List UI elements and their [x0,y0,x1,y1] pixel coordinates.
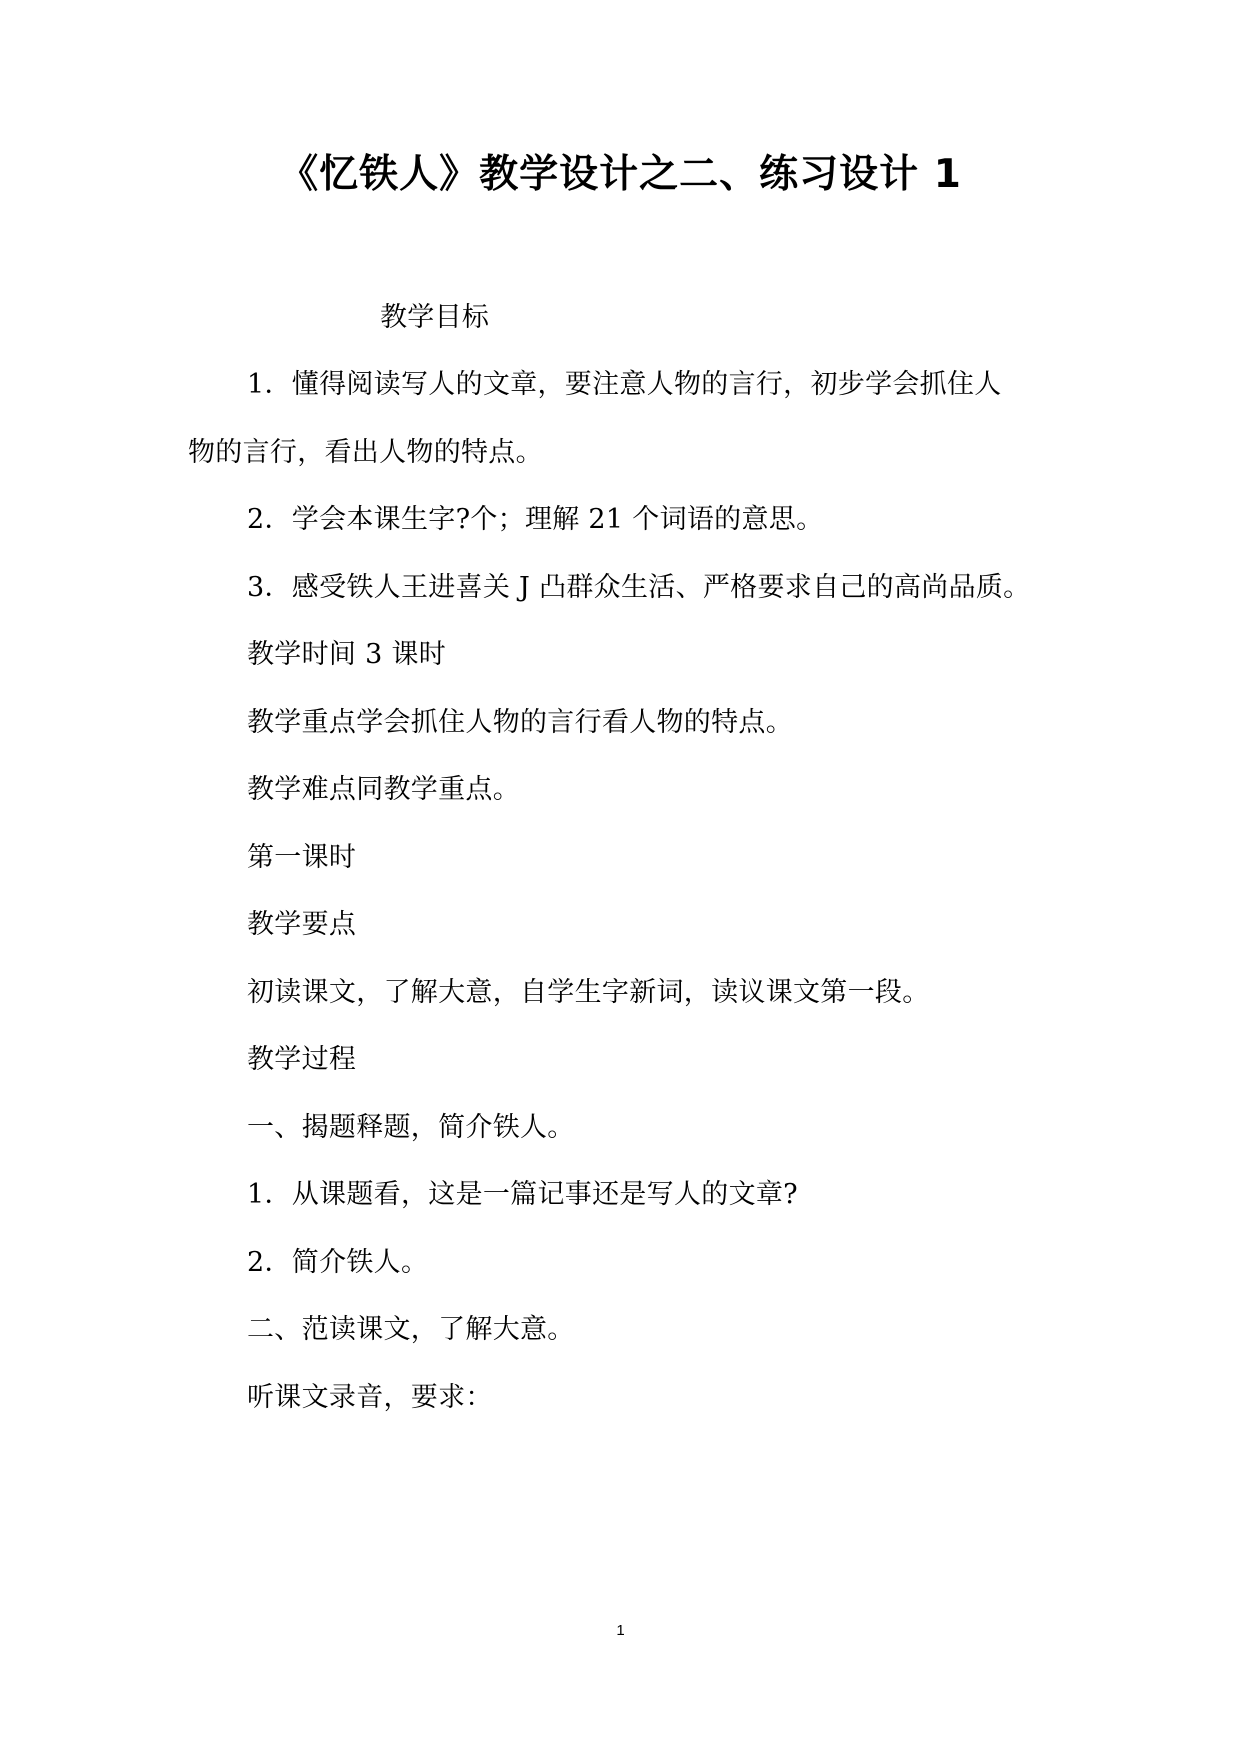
step-one-item-2: 2．简介铁人。 [247,1247,429,1278]
step-two: 二、范读课文，了解大意。 [247,1314,575,1345]
teaching-points: 初读课文，了解大意，自学生字新词，读议课文第一段。 [247,977,930,1008]
page-number: 1 [616,1622,625,1639]
objective-1-line-2: 物的言行，看出人物的特点。 [188,437,543,468]
teaching-time: 教学时间 3 课时 [247,639,447,670]
objective-2: 2．学会本课生字?个；理解 21 个词语的意思。 [247,504,824,535]
objective-1-line-1: 1．懂得阅读写人的文章，要注意人物的言行，初步学会抓住人 [247,369,1002,400]
step-one: 一、揭题释题，简介铁人。 [247,1112,575,1143]
step-one-item-1: 1．从课题看，这是一篇记事还是写人的文章? [247,1179,798,1210]
key-point: 教学重点学会抓住人物的言行看人物的特点。 [247,707,793,738]
teaching-points-heading: 教学要点 [247,909,357,940]
objective-3: 3．感受铁人王进喜关 J 凸群众生活、严格要求自己的高尚品质。 [247,572,1031,603]
difficulty: 教学难点同教学重点。 [247,774,520,805]
listen-requirement: 听课文录音，要求： [247,1382,493,1413]
page-title: 《忆铁人》教学设计之二、练习设计 1 [279,152,962,197]
lesson-one-heading: 第一课时 [247,842,357,873]
section-heading-objectives: 教学目标 [380,302,490,333]
process-heading: 教学过程 [247,1044,357,1075]
